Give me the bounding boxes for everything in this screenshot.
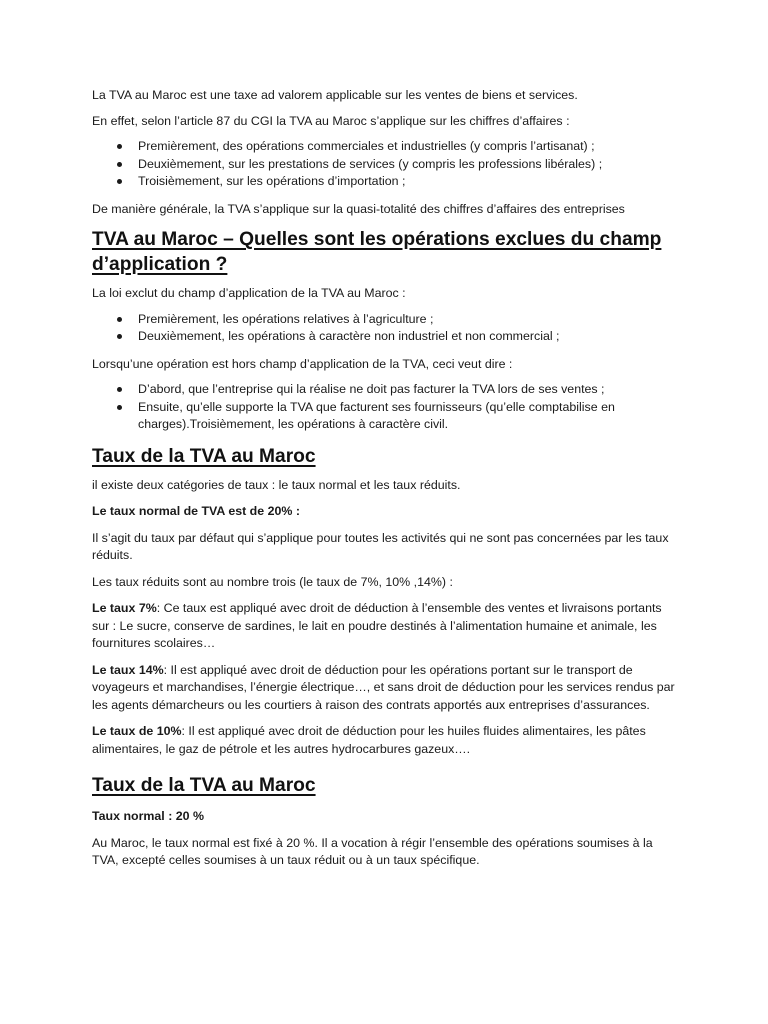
intro-paragraph-3: De manière générale, la TVA s’applique sur la quasi-totalité des chiffres d’affaires des entreprises xyxy=(92,201,625,216)
normal-rate-description: Il s’agit du taux par défaut qui s’applique pour toutes les activités qui ne sont pas concernées par les taux réduits. xyxy=(92,530,669,562)
rate-10-text: : Il est appliqué avec droit de déduction pour les huiles fluides alimentaires, les pâtes alimentaires, le gaz de pétrole et les autres hydrocarbures gazeux…. xyxy=(92,724,646,756)
scope-bullet-list xyxy=(92,311,680,346)
list-item: Premièrement, les opérations relatives à l’agriculture ; xyxy=(92,311,680,329)
list-item: Premièrement, des opérations commerciales et industrielles (y compris l’artisanat) ; xyxy=(92,138,680,156)
list-item: Troisièmement, sur les opérations d’importation ; xyxy=(92,173,680,191)
intro-paragraph-1: La TVA au Maroc est une taxe ad valorem applicable sur les ventes de biens et services. xyxy=(92,88,578,102)
rate-14-paragraph xyxy=(92,662,680,715)
rates-intro: il existe deux catégories de taux : le taux normal et les taux réduits. xyxy=(92,477,461,492)
scope-paragraph-1: La loi exclut du champ d’application de la TVA au Maroc : xyxy=(92,286,406,300)
list-item: Ensuite, qu’elle supporte la TVA que facturent ses fournisseurs (qu’elle comptabilise en charges).Troisièmement, les opérations à caractère civil. xyxy=(92,399,680,434)
section-heading-scope: TVA au Maroc – Quelles sont les opérations exclues du champ d’application ? xyxy=(92,229,662,275)
scope-paragraph-2: Lorsqu’une opération est hors champ d’application de la TVA, ceci veut dire : xyxy=(92,356,513,371)
normal-rate-label: Taux normal : 20 % xyxy=(92,809,205,823)
rate-10-label: Le taux de 10% xyxy=(92,724,182,738)
list-item: Deuxièmement, les opérations à caractère non industriel et non commercial ; xyxy=(92,328,680,346)
normal-rate-title: Le taux normal de TVA est de 20% : xyxy=(92,504,300,518)
rate-14-text: : Il est appliqué avec droit de déduction pour les opérations portant sur le transport de voyageurs et marchandises, l’énergie électrique…, et sans droit de déduction pour les services rendus par les agents démarcheurs ou les courtiers à raison des contrats apportés aux entreprises d’assurances. xyxy=(92,662,675,712)
reduced-rates-intro: Les taux réduits sont au nombre trois (le taux de 7%, 10% ,14%) : xyxy=(92,574,453,589)
rate-7-paragraph xyxy=(92,600,680,653)
scope-bullet-list-2 xyxy=(92,381,680,434)
rate-7-text: : Ce taux est appliqué avec droit de déduction à l’ensemble des ventes et livraisons portants sur : Le sucre, conserve de sardines, le lait en poudre destinés à l’alimentation humaine et animale, les fournitures scolaires… xyxy=(92,601,662,650)
intro-bullet-list xyxy=(92,138,680,191)
list-item: Deuxièmement, sur les prestations de services (y compris les professions libérales) ; xyxy=(92,156,680,174)
normal-rate-text: Au Maroc, le taux normal est fixé à 20 %. Il a vocation à régir l’ensemble des opérations soumises à la TVA, excepté celles soumises à un taux réduit ou à un taux spécifique. xyxy=(92,835,653,867)
rate-14-label: Le taux 14% xyxy=(92,662,164,677)
intro-paragraph-2: En effet, selon l’article 87 du CGI la TVA au Maroc s’applique sur les chiffres d’affaires : xyxy=(92,113,570,128)
section-heading-rates-2: Taux de la TVA au Maroc xyxy=(92,775,316,796)
rate-10-paragraph xyxy=(92,723,680,758)
list-item: D’abord, que l’entreprise qui la réalise ne doit pas facturer la TVA lors de ses ventes ; xyxy=(92,381,680,399)
section-heading-rates: Taux de la TVA au Maroc xyxy=(92,445,316,467)
rate-7-label: Le taux 7% xyxy=(92,601,157,615)
